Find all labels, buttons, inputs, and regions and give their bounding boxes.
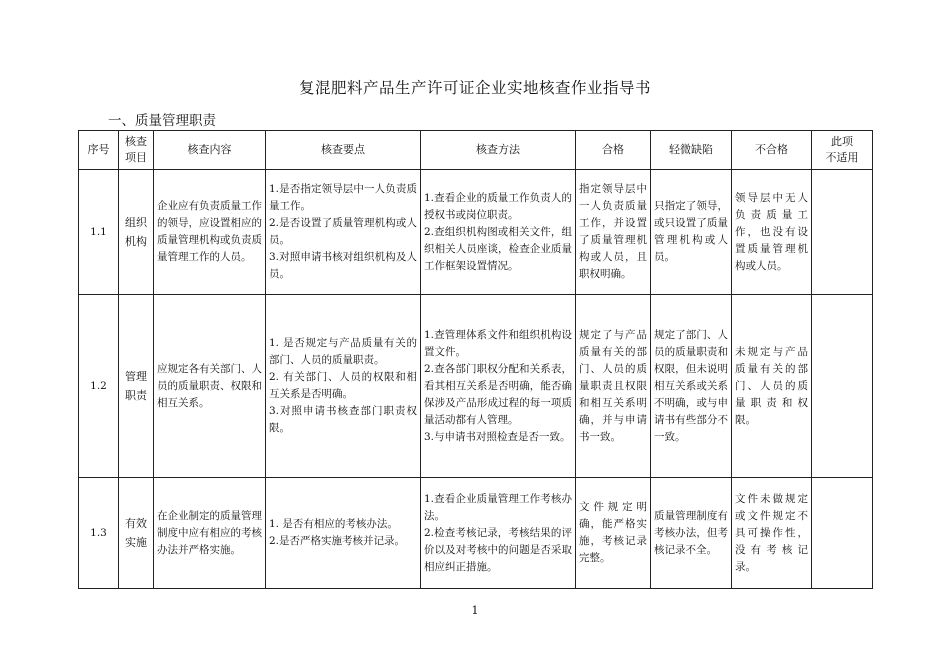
document-title: 复混肥料产品生产许可证企业实地核查作业指导书: [298, 79, 651, 97]
cell-line: 不适用: [825, 151, 859, 164]
cell-line: 合格: [602, 143, 624, 156]
table-row: [79, 295, 873, 478]
row-pass: [576, 295, 651, 478]
cell-line: 2.是否设置了质量管理机构或人员。: [269, 217, 417, 246]
cell-line: 质量管理制度有考核办法，但考核记录不全。: [654, 509, 728, 556]
header-row: [79, 131, 873, 170]
cell-line: 2.查组织机构图或相关文件，组织相关人员座谈，检查企业质量工作框架设置情况。: [424, 225, 572, 272]
row-fail: [732, 170, 812, 295]
cell-line: 应规定各有关部门、人员的质量职责、权限和相互关系。: [157, 362, 262, 409]
row-na[interactable]: [812, 295, 873, 478]
cell-line: 核查要点: [321, 143, 365, 156]
header-item: [119, 131, 154, 170]
cell-line: 2. 有关部门、人员的权限和相互关系是否明确。: [269, 371, 417, 400]
header-na: [812, 131, 873, 170]
cell-line: 项目: [125, 151, 147, 164]
row-minor: [651, 170, 732, 295]
cell-line: 轻微缺陷: [669, 143, 713, 156]
cell-line: 规定了部门、人员的质量职责和权限，但未说明相互关系或关系不明确，或与申请书有些部分不一致。: [654, 328, 728, 443]
cell-line: 3.对照申请书核查部门职责权限。: [269, 405, 417, 434]
row-num: [79, 295, 119, 478]
row-method: [421, 170, 576, 295]
row-method: [421, 295, 576, 478]
cell-line: 1.2: [90, 379, 107, 392]
cell-line: 1. 是否规定与产品质量有关的部门、人员的质量职责。: [269, 337, 417, 366]
cell-line: 不合格: [755, 143, 788, 156]
row-item: [119, 170, 154, 295]
cell-line: 1.1: [90, 225, 107, 238]
cell-line: 3.与申请书对照检查是否一致。: [424, 430, 571, 443]
cell-line: 2.检查考核记录，考核结果的评价以及对考核中的问题是否采取相应纠正措施。: [424, 526, 572, 573]
row-num: [79, 170, 119, 295]
row-points: [266, 170, 421, 295]
cell-line: 文件规定明确，能严格实施，考核记录完整。: [579, 501, 647, 564]
header-method: [421, 131, 576, 170]
cell-line: 职责: [125, 389, 147, 402]
cell-line: 规定了与产品质量有关的部门、人员的质量职责且权限和相互关系明确，并与申请书一致。: [579, 328, 647, 443]
header-pass: [576, 131, 651, 170]
row-na[interactable]: [812, 170, 873, 295]
cell-line: 核查方法: [476, 143, 520, 156]
cell-line: 核查: [125, 135, 147, 148]
cell-line: 核查内容: [187, 143, 232, 156]
cell-line: 1.查管理体系文件和组织机构设置文件。: [424, 328, 572, 358]
row-minor: [651, 478, 732, 589]
row-pass: [576, 170, 651, 295]
header-num: [79, 131, 119, 170]
row-fail: [732, 478, 812, 589]
row-content: [154, 478, 266, 589]
row-item: [119, 295, 154, 478]
cell-line: 实施: [125, 536, 147, 549]
cell-line: 领导层中无人负责质量工作，也没有设置质量管理机构或人员。: [735, 191, 808, 272]
cell-line: 机构: [125, 235, 147, 248]
cell-line: 有效: [125, 517, 147, 530]
cell-line: 组织: [125, 216, 147, 229]
cell-line: 1.是否指定领导层中一人负责质量工作。: [269, 183, 417, 212]
cell-line: 在企业制定的质量管理制度中应有相应的考核办法并严格实施。: [157, 509, 262, 556]
row-method: [421, 478, 576, 589]
cell-line: 只指定了领导，或只设置了质量管理机构或人员。: [654, 200, 728, 263]
cell-line: 2.查各部门职权分配和关系表，看其相互关系是否明确，能否确保涉及产品形成过程的每一项质量活动都有人管理。: [424, 362, 572, 426]
header-content: [154, 131, 266, 170]
cell-line: 序号: [87, 143, 110, 156]
cell-line: 3.对照申请书核对组织机构及人员。: [269, 251, 417, 280]
row-content: [154, 295, 266, 478]
cell-line: 1.查看企业的质量工作负责人的授权书或岗位职责。: [424, 191, 572, 221]
inspection-table: [78, 130, 873, 589]
cell-line: 2.是否严格实施考核并记录。: [269, 535, 406, 547]
row-item: [119, 478, 154, 589]
row-pass: [576, 478, 651, 589]
cell-line: 未规定与产品质量有关的部门、人员的质量职责和权限。: [735, 345, 808, 426]
row-points: [266, 295, 421, 478]
cell-line: 指定领导层中一人负责质量工作，并设置了质量管理机构或人员，且职权明确。: [579, 183, 647, 280]
row-num: [79, 478, 119, 589]
cell-line: 文件未做规定或文件规定不具可操作性，没有考核记录。: [735, 492, 808, 573]
cell-line: 管理: [125, 370, 147, 383]
header-minor: [651, 131, 732, 170]
row-content: [154, 170, 266, 295]
row-na[interactable]: [812, 478, 873, 589]
table-row: [79, 170, 873, 295]
row-minor: [651, 295, 732, 478]
cell-line: 此项: [831, 135, 853, 148]
cell-line: 1. 是否有相应的考核办法。: [269, 518, 398, 530]
page-number: 1: [471, 604, 479, 617]
header-points: [266, 131, 421, 170]
section-heading: 一、质量管理职责: [108, 113, 216, 129]
header-fail: [732, 131, 812, 170]
row-fail: [732, 295, 812, 478]
cell-line: 企业应有负责质量工作的领导，应设置相应的质量管理机构或负责质量管理工作的人员。: [157, 200, 262, 263]
table-row: [79, 478, 873, 589]
cell-line: 1.查看企业质量管理工作考核办法。: [424, 492, 572, 522]
row-points: [266, 478, 421, 589]
cell-line: 1.3: [90, 526, 107, 539]
